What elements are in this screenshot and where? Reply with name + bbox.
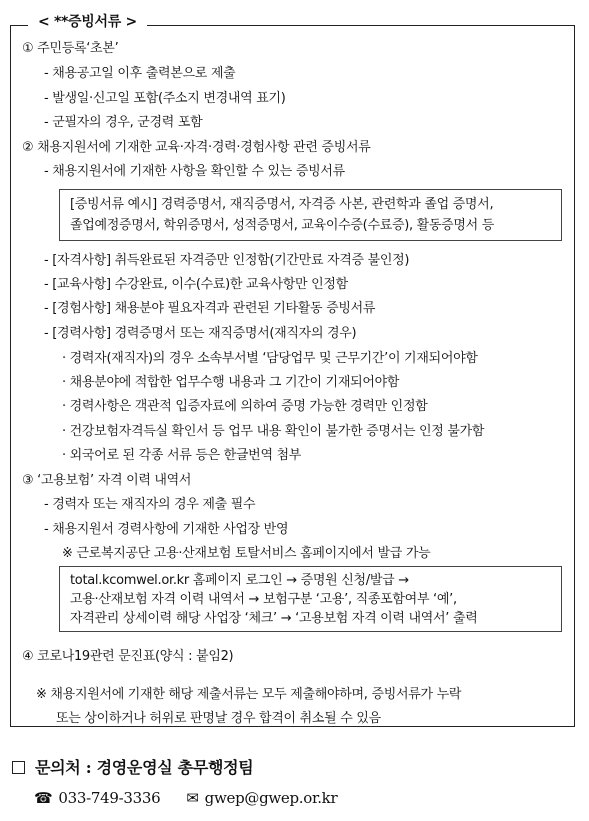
email-address[interactable]: gwep@gwep.or.kr [204,789,338,807]
example-line: [증빙서류 예시] 경력증명서, 재직증명서, 자격증 사본, 관련학과 졸업 증명서, [70,197,494,212]
document-line: - 채용공고일 이후 출력본으로 제출 [44,66,236,81]
document-line: ※ 근로복지공단 고용·산재보험 토탈서비스 홈페이지에서 발급 가능 [62,546,431,561]
document-line: - 경력자 또는 재직자의 경우 제출 필수 [44,497,256,512]
document-line: - [경력사항] 경력증명서 또는 재직증명서(재직자의 경우) [44,326,357,341]
document-line: - 군필자의 경우, 군경력 포함 [44,115,203,130]
contact-title-text: 문의처 : 경영운영실 총무행정팀 [35,758,254,777]
document-line: - 채용지원서 경력사항에 기재한 사업장 반영 [44,522,289,537]
document-line: ③ ‘고용보험’ 자격 이력 내역서 [22,473,192,488]
contact-info [34,789,343,807]
document-line: ④ 코로나19관련 문진표(양식 : 붙임2) [22,649,234,664]
document-line: ※ 채용지원서에 기재한 해당 제출서류는 모두 제출해야하며, 증빙서류가 누락 [36,687,462,702]
document-line: · 채용분야에 적합한 업무수행 내용과 그 기간이 기재되어야함 [62,375,400,390]
square-bullet-icon [12,761,25,774]
document-line: - 채용지원서에 기재한 사항을 확인할 수 있는 증빙서류 [44,164,345,179]
document-line: · 경력사항은 객관적 입증자료에 의하여 증명 가능한 경력만 인정함 [62,399,428,414]
section-title: < **증빙서류 > [28,12,147,32]
document-line: - [경험사항] 채용분야 필요자격과 관련된 기타활동 증빙서류 [44,301,376,316]
document-line: - 발생일·신고일 포함(주소지 변경내역 표기) [44,91,286,106]
envelope-icon: ✉ [186,789,199,807]
phone-number: 033-749-3336 [58,789,161,807]
guide-line: total.kcomwel.or.kr 홈페이지 로그인 → 증명원 신청/발급 → [70,573,409,588]
guide-line: 자격관리 상세이력 해당 사업장 ‘체크’ → ‘고용보험 자격 이력 내역서’ 출력 [70,611,478,626]
document-line: - [자격사항] 취득완료된 자격증만 인정함(기간만료 자격증 불인정) [44,253,410,268]
example-line: 졸업예정증명서, 학위증명서, 성적증명서, 교육이수증(수료증), 활동증명서 등 [70,218,495,233]
phone-icon: ☎ [34,789,53,807]
document-line: · 경력자(재직자)의 경우 소속부서별 ‘담당업무 및 근무기간’이 기재되어야함 [62,351,478,366]
document-line: · 건강보험자격득실 확인서 등 업무 내용 확인이 불가한 증명서는 인정 불가함 [62,424,485,439]
example-box [59,189,562,241]
guide-box [59,566,562,632]
document-line: - [교육사항] 수강완료, 이수(수료)한 교육사항만 인정함 [44,277,348,292]
guide-line: 고용·산재보험 자격 이력 내역서 → 보험구분 ‘고용’, 직종포함여부 ‘예’, [70,592,457,607]
contact-title [12,755,253,778]
document-line: ② 채용지원서에 기재한 교육·자격·경력·경험사항 관련 증빙서류 [22,140,371,155]
item-heading: ① 주민등록‘초본’ [22,41,119,56]
document-line: 또는 상이하거나 허위로 판명날 경우 합격이 취소될 수 있음 [56,711,381,726]
document-line: · 외국어로 된 각종 서류 등은 한글번역 첨부 [62,448,302,463]
